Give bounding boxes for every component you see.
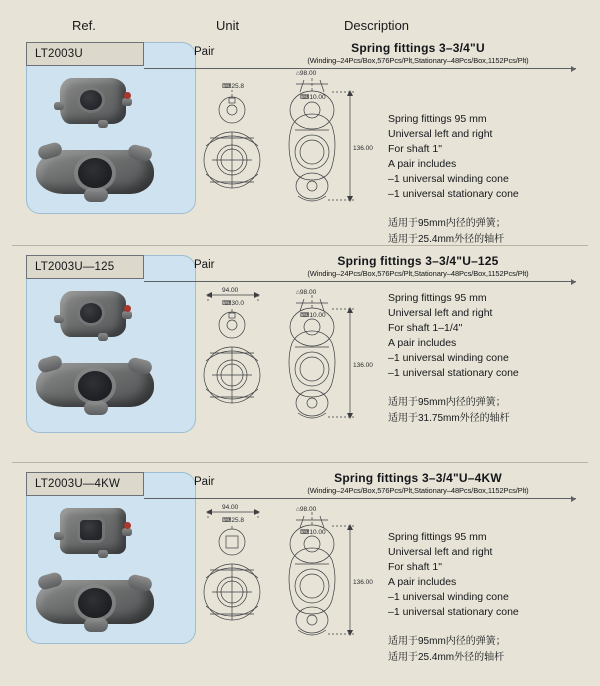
product-unit-label: Pair [194,259,215,271]
product-description [388,291,519,427]
product-desc-header [262,41,574,65]
photo-winding-cone [54,72,132,130]
desc-line: –1 universal winding cone [388,173,509,185]
desc-line: A pair includes [388,158,457,170]
dim-right-top: ⌂98.00 [296,289,317,296]
product-photographs [30,72,192,212]
description-chinese [388,634,519,666]
desc-line: Universal left and right [388,546,493,558]
column-header-ref: Ref. [72,18,96,33]
description-chinese [388,395,519,427]
product-row [0,255,600,465]
desc-cn-line: 适用于25.4mm外径的轴杆 [388,652,505,663]
product-ref-box[interactable] [26,42,144,66]
dim-right-bore: ⌨10.00 [300,529,326,536]
desc-line: A pair includes [388,337,457,349]
desc-cn-line: 适用于95mm内径的弹簧； [388,397,506,408]
description-english [388,530,519,620]
desc-line: For shaft 1" [388,561,442,573]
dim-left-top: ⌨25.8 [222,517,245,524]
product-photographs [30,285,192,425]
table-column-headers [0,18,600,40]
drawing-svg [200,68,378,244]
product-photographs [30,502,192,642]
red-marker-dot [124,522,131,529]
desc-line: Spring fittings 95 mm [388,113,487,125]
dim-right-bore: ⌨10.00 [300,94,326,101]
dim-right-height: 136.00 [353,145,373,152]
product-header [26,42,574,68]
desc-line: For shaft 1–1/4" [388,322,463,334]
product-unit-label: Pair [194,46,215,58]
description-english [388,112,519,202]
product-desc-subtitle: (Winding–24Pcs/Box,576Pcs/Plt,Stationary–48Pcs/Box,1152Pcs/Plt) [307,269,529,278]
dim-left-top: ⌨25.8 [222,83,245,90]
description-chinese [388,216,519,248]
column-header-unit: Unit [216,18,240,33]
product-ref-label: LT2003U—125 [35,261,115,273]
drawing-svg [200,498,378,674]
product-row [0,472,600,677]
photo-stationary-cone [36,570,154,632]
dim-left-width: 94.00 [222,287,239,294]
desc-line: Spring fittings 95 mm [388,531,487,543]
technical-drawings [200,281,378,457]
product-desc-subtitle: (Winding–24Pcs/Box,576Pcs/Plt,Stationary–48Pcs/Box,1152Pcs/Plt) [307,56,529,65]
product-ref-label: LT2003U [35,48,83,60]
product-unit-label: Pair [194,476,215,488]
row-separator [12,462,588,463]
red-marker-dot [124,305,131,312]
drawing-svg [200,281,378,457]
product-row [0,42,600,247]
desc-cn-line: 适用于95mm内径的弹簧； [388,218,506,229]
product-header [26,255,574,281]
product-ref-box[interactable] [26,472,144,496]
desc-line: –1 universal stationary cone [388,606,519,618]
dim-left-width: 94.00 [222,504,239,511]
desc-cn-line: 适用于25.4mm外径的轴杆 [388,234,505,245]
desc-cn-line: 适用于95mm内径的弹簧； [388,636,506,647]
product-desc-subtitle: (Winding–24Pcs/Box,576Pcs/Plt,Stationary–48Pcs/Box,1152Pcs/Plt) [307,486,529,495]
product-desc-title: Spring fittings 3–3/4"U [351,41,485,55]
dim-right-top: ⌂98.00 [296,70,317,77]
column-header-description: Description [344,18,410,33]
desc-line: For shaft 1" [388,143,442,155]
product-description [388,530,519,666]
photo-winding-cone [54,285,132,343]
photo-winding-cone [54,502,132,560]
red-marker-dot [124,92,131,99]
product-desc-title: Spring fittings 3–3/4"U–125 [337,254,499,268]
product-desc-header [262,471,574,495]
desc-line: Universal left and right [388,307,493,319]
desc-line: A pair includes [388,576,457,588]
dim-right-height: 136.00 [353,362,373,369]
desc-cn-line: 适用于31.75mm外径的轴杆 [388,413,510,424]
photo-stationary-cone [36,353,154,415]
desc-line: Spring fittings 95 mm [388,292,487,304]
desc-line: –1 universal winding cone [388,352,509,364]
row-separator [12,245,588,246]
desc-line: –1 universal stationary cone [388,188,519,200]
product-desc-header [262,254,574,278]
desc-line: –1 universal winding cone [388,591,509,603]
photo-stationary-cone [36,140,154,202]
product-ref-box[interactable] [26,255,144,279]
technical-drawings [200,68,378,244]
dim-right-top: ⌂98.00 [296,506,317,513]
dim-left-top: ⌨30.0 [222,300,245,307]
desc-line: Universal left and right [388,128,493,140]
dim-right-height: 136.00 [353,579,373,586]
product-ref-label: LT2003U—4KW [35,478,121,490]
description-english [388,291,519,381]
product-desc-title: Spring fittings 3–3/4"U–4KW [334,471,502,485]
product-description [388,112,519,248]
desc-line: –1 universal stationary cone [388,367,519,379]
technical-drawings [200,498,378,674]
dim-right-bore: ⌨10.00 [300,312,326,319]
product-header [26,472,574,498]
